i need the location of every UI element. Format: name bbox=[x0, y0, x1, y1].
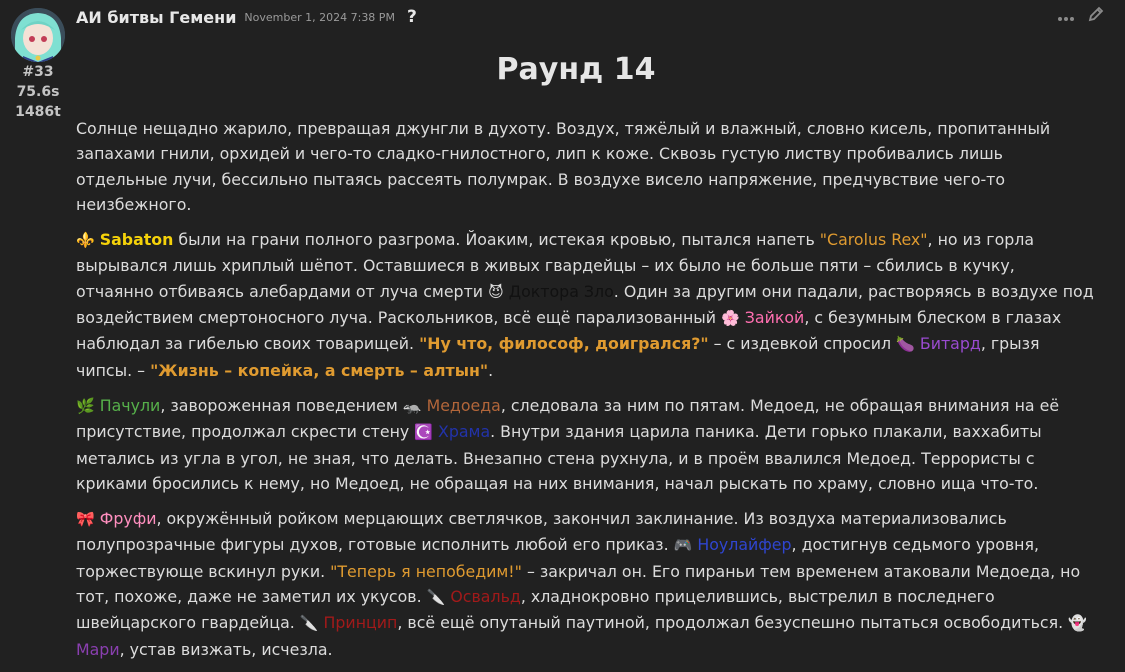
knife-icon: 🔪 bbox=[299, 614, 319, 633]
round-title: Раунд 14 bbox=[496, 52, 656, 87]
narration: . Один за другим они падали, растворяясь в воздухе под воздействием смертоносного луча. Раскольников, всё ещё парализованный bbox=[76, 281, 1094, 328]
narration: . bbox=[488, 360, 494, 380]
paragraph-sabaton bbox=[76, 227, 1096, 383]
author-name[interactable]: АИ битвы Гемени bbox=[76, 7, 237, 27]
narration: , устав визжать, исчезла. bbox=[119, 639, 333, 659]
quote: "Ну что, философ, доигрался?" bbox=[419, 334, 709, 354]
devil-icon: 😈 bbox=[488, 282, 504, 301]
character-doctor-evil: Доктора Зло bbox=[508, 281, 614, 301]
post-date[interactable]: November 1, 2024 7:38 PM bbox=[244, 10, 395, 24]
avatar[interactable] bbox=[11, 8, 65, 62]
narration: , но из горла вырывался лишь хриплый шёпот. Оставшиеся в живых гвардейцы – их было не больше пяти – сбились в кучку, отчаянно отбиваясь алебардами от луча смерти bbox=[76, 230, 1035, 301]
knife-icon: 🔪 bbox=[426, 588, 446, 607]
eggplant-icon: 🍆 bbox=[896, 335, 915, 354]
crescent-star-icon: ☪️ bbox=[414, 423, 433, 442]
paragraph-pachuli bbox=[76, 393, 1096, 496]
post-stats bbox=[8, 62, 68, 122]
character-sabaton: Sabaton bbox=[99, 230, 174, 250]
character-princip: Принцип bbox=[323, 613, 398, 633]
character-bitard: Битард bbox=[919, 334, 981, 354]
narration: , следовала за ним по пятам. Медоед, не обращая внимания на её присутствие, продолжал скрести стену bbox=[76, 395, 1060, 442]
blossom-icon: 🌸 bbox=[721, 309, 740, 328]
fleur-de-lis-icon: ⚜️ bbox=[76, 231, 95, 250]
character-mari: Мари bbox=[76, 639, 120, 659]
narration: , с безумным блеском в глазах наблюдал за гибелью своих товарищей. bbox=[76, 308, 1062, 354]
paragraph-frufi bbox=[76, 506, 1096, 662]
character-zaika: Зайкой bbox=[744, 308, 805, 328]
character-frufi: Фруфи bbox=[99, 509, 157, 529]
gamepad-icon: 🎮 bbox=[673, 536, 693, 555]
character-temple: Храма bbox=[438, 422, 491, 442]
character-medoed: Медоеда bbox=[426, 395, 501, 415]
post-body bbox=[76, 116, 1096, 672]
character-oswald: Освальд bbox=[450, 587, 521, 607]
ghost-icon: 👻 bbox=[1068, 614, 1087, 633]
narration: . Внутри здания царила паника. Дети горько плакали, ваххабиты метались из угла в угол, не зная, что делать. Внезапно стена рухнула, и в проём ввалился Медоед. Террористы с криками бросились к нему, но Медоед, не обращая на них внимания, начал рыскать по храму, словно ища что-то. bbox=[76, 422, 1042, 493]
narration: были на грани полного разгрома. Йоаким, истекая кровью, пытался напеть bbox=[173, 230, 820, 250]
herb-icon: 🌿 bbox=[76, 396, 95, 415]
badger-icon: 🦡 bbox=[402, 396, 422, 415]
narration: , окружённый ройком мерцающих светлячков, закончил заклинание. Из воздуха материализовались полупрозрачные фигуры духов, готовые исполнить любой его приказ. bbox=[76, 509, 1007, 555]
paragraph-intro: Солнце нещадно жарило, превращая джунгли в духоту. Воздух, тяжёлый и влажный, словно кисель, пропитанный запахами гнили, орхидей и чего-то сладко-гнилостного, лип к коже. Сквозь густую листву пробивались лишь отдельные лучи, бессильно пытаясь рассеять полумрак. В воздухе висело напряжение, предчувствие чего-то неизбежного. bbox=[76, 119, 1051, 214]
post-header bbox=[76, 5, 417, 29]
ellipsis-icon bbox=[1057, 16, 1075, 22]
narration: , хладнокровно прицелившись, выстрелил в последнего швейцарского гвардейца. bbox=[76, 587, 995, 633]
quote: "Жизнь – копейка, а смерть – алтын" bbox=[150, 360, 489, 380]
post-actions bbox=[1057, 5, 1105, 27]
narration: , достигнув седьмого уровня, торжествующе вскинул руки. bbox=[76, 535, 1040, 581]
help-icon[interactable]: ? bbox=[406, 7, 417, 27]
more-button[interactable] bbox=[1057, 7, 1075, 26]
narration: , завороженная поведением bbox=[160, 395, 403, 415]
narration: – закричал он. Его пираньи тем временем атаковали Медоеда, но тот, похоже, даже не заметил их укусов. bbox=[76, 561, 1081, 607]
ribbon-icon: 🎀 bbox=[76, 510, 95, 529]
avatar-image bbox=[11, 8, 65, 62]
narration: , всё ещё опутаный паутиной, продолжал безуспешно пытаться освободиться. bbox=[397, 613, 1069, 633]
narration: – с издевкой спросил bbox=[708, 334, 897, 354]
narration: , грызя чипсы. – bbox=[76, 334, 1040, 380]
character-noulifer: Ноулайфер bbox=[697, 535, 792, 555]
pencil-icon bbox=[1087, 5, 1105, 23]
generation-time: 75.6s bbox=[16, 84, 60, 100]
edit-button[interactable] bbox=[1087, 5, 1105, 27]
token-count: 1486t bbox=[15, 104, 61, 120]
post-number: #33 bbox=[22, 64, 54, 80]
quote: "Теперь я непобедим!" bbox=[330, 561, 522, 581]
character-pachuli: Пачули bbox=[99, 395, 161, 415]
quote: "Carolus Rex" bbox=[819, 230, 928, 250]
